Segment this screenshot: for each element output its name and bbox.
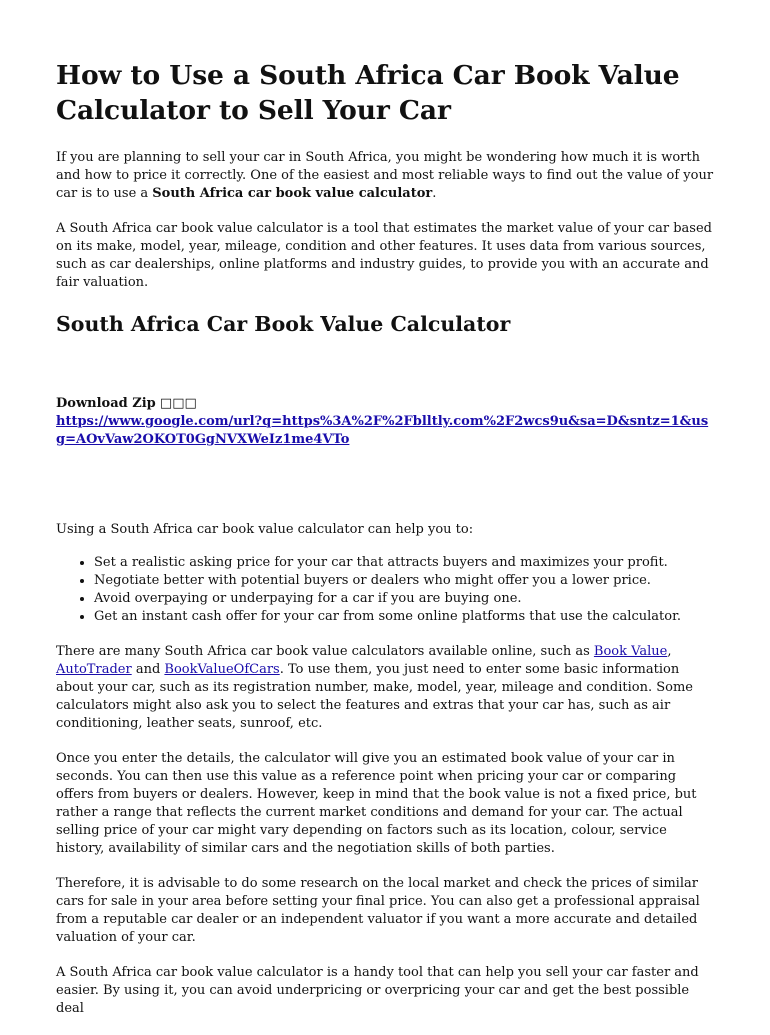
- calculators-text: There are many South Africa car book value calculators available online, such as: [56, 644, 594, 659]
- calculators-paragraph: [56, 643, 716, 733]
- conjunction-text: and: [131, 662, 165, 677]
- list-intro: Using a South Africa car book value calculator can help you to:: [56, 522, 474, 537]
- bookvalueofcars-link[interactable]: BookValueOfCars: [164, 662, 280, 677]
- spacer: [56, 449, 716, 521]
- intro-bold-keyword: South Africa car book value calculator: [152, 186, 433, 201]
- download-link[interactable]: https://www.google.com/url?q=https%3A%2F%2Fblltly.com%2F2wcs9u&sa=D&sntz=1&usg=AOvVaw2OKOT0GgNVXWeIz1me4VTo: [56, 414, 709, 447]
- intro-end: .: [432, 186, 437, 201]
- description-paragraph: A South Africa car book value calculator is a tool that estimates the market value of your car based on its make, model, year, mileage, condition and other features. It uses data from various sources, such as car dealerships, online platforms and industry guides, to provide you with an accurate and fair valuation.: [56, 221, 712, 290]
- list-item: • Set a realistic asking price for your car that attracts buyers and maximizes your profit.: [94, 554, 716, 572]
- document-page: [56, 58, 716, 1035]
- book-value-link[interactable]: Book Value: [593, 644, 668, 659]
- details-paragraph: Once you enter the details, the calculator will give you an estimated book value of your car in seconds. You can then use this value as a reference point when pricing your car or comparing offers from buyers or dealers. However, keep in mind that the book value is not a fixed price, but rather a range that reflects the current market conditions and demand for your car. The actual selling price of your car might vary depending on factors such as its location, colour, service history, availability of similar cars and the negotiation skills of both parties.: [56, 751, 697, 856]
- list-item: • Negotiate better with potential buyers or dealers who might offer you a lower price.: [94, 572, 716, 590]
- intro-paragraph: [56, 149, 716, 203]
- research-paragraph: Therefore, it is advisable to do some research on the local market and check the prices of similar cars for sale in your area before setting your final price. You can also get a professional appraisal from a reputable car dealer or an independent valuator if you want a more accurate and detailed valuation of your car.: [56, 876, 700, 945]
- download-glyphs: □□□: [159, 396, 197, 411]
- separator-text: ,: [667, 644, 672, 659]
- final-paragraph: A South Africa car book value calculator is a handy tool that can help you sell your car faster and easier. By using it, you can avoid underpricing or overpricing your car and get the best possible deal: [56, 965, 699, 1016]
- calculators-text-rest: . To use them, you just need to enter some basic information about your car, such as its registration number, make, model, year, mileage and condition. Some calculators might also ask you to select the features and extras that your car has, such as air conditioning, leather seats, sunroof, etc.: [56, 662, 693, 731]
- list-item: • Get an instant cash offer for your car from some online platforms that use the calculator.: [94, 608, 716, 626]
- list-item: • Avoid overpaying or underpaying for a car if you are buying one.: [94, 590, 716, 608]
- section-heading: South Africa Car Book Value Calculator: [56, 312, 511, 336]
- download-label: Download Zip: [56, 396, 156, 411]
- page-title: How to Use a South Africa Car Book Value Calculator to Sell Your Car: [56, 60, 680, 126]
- intro-text: If you are planning to sell your car in South Africa, you might be wondering how much it is worth and how to price it correctly. One of the easiest and most reliable ways to find out the value of your car is to use a: [56, 150, 714, 201]
- download-block: [56, 395, 716, 449]
- autotrader-link[interactable]: AutoTrader: [56, 662, 132, 677]
- benefits-list: [56, 554, 716, 626]
